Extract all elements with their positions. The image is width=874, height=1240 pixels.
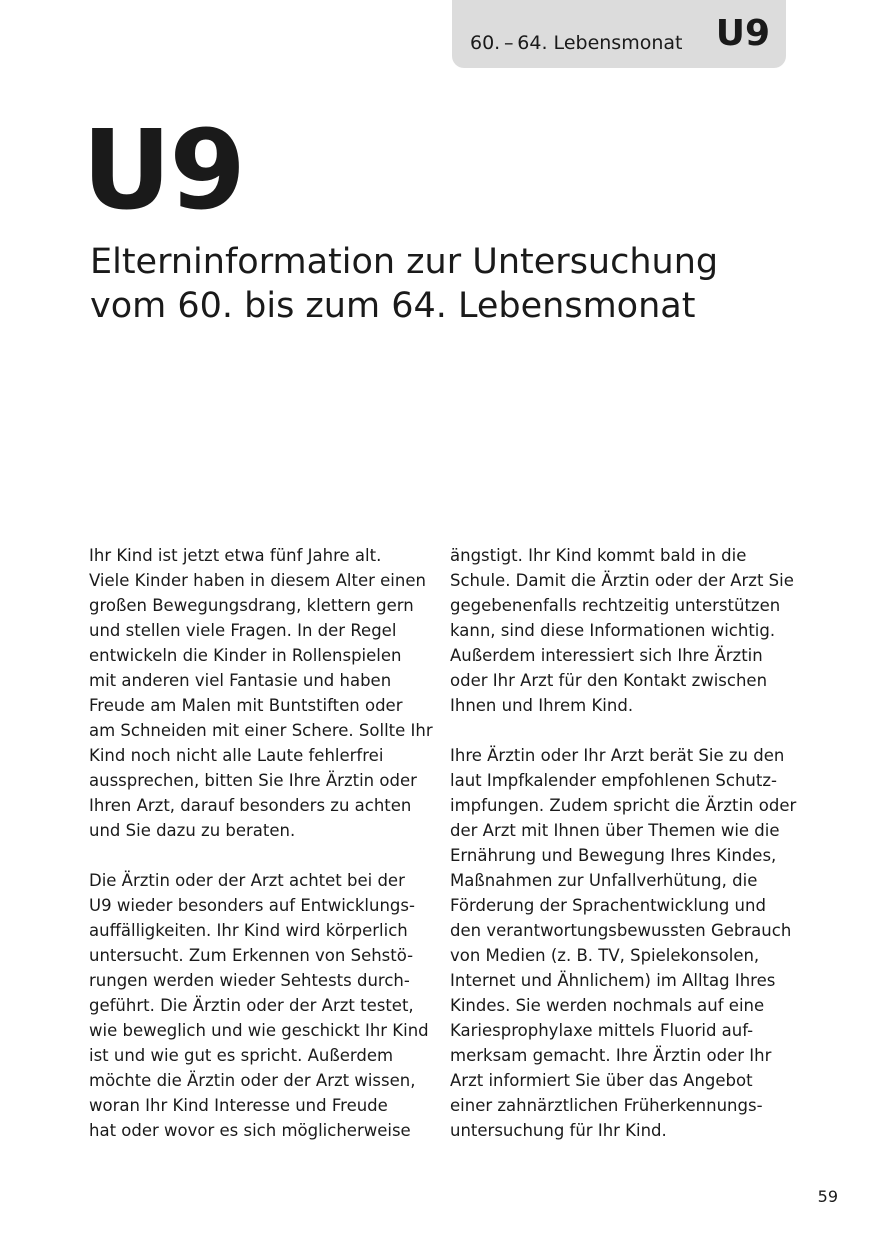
text-line: Kind noch nicht alle Laute fehlerfrei xyxy=(89,746,384,765)
text-line: den verantwortungsbewussten Gebrauch xyxy=(450,921,792,940)
text-line: oder Ihr Arzt für den Kontakt zwischen xyxy=(450,671,768,690)
text-line: impfungen. Zudem spricht die Ärztin oder xyxy=(450,796,797,815)
text-line: Ernährung und Bewegung Ihres Kindes, xyxy=(450,846,777,865)
text-line: auffälligkeiten. Ihr Kind wird körperlich xyxy=(89,921,408,940)
paragraph-right-1 xyxy=(450,543,800,718)
text-line: Schule. Damit die Ärztin oder der Arzt Sie xyxy=(450,571,794,590)
text-line: untersuchung für Ihr Kind. xyxy=(450,1121,667,1140)
text-line: Die Ärztin oder der Arzt achtet bei der xyxy=(89,871,405,890)
text-line: U9 wieder besonders auf Entwicklungs- xyxy=(89,896,415,915)
text-line: Ihren Arzt, darauf besonders zu achten xyxy=(89,796,412,815)
text-line: rungen werden wieder Sehtests durch- xyxy=(89,971,410,990)
text-line: geführt. Die Ärztin oder der Arzt testet, xyxy=(89,996,414,1015)
text-line: gegebenenfalls rechtzeitig unterstützen xyxy=(450,596,781,615)
text-line: von Medien (z. B. TV, Spielekonsolen, xyxy=(450,946,760,965)
subtitle-line: vom 60. bis zum 64. Lebensmonat xyxy=(90,286,696,326)
paragraph-right-2 xyxy=(450,743,800,1143)
page-title-code: U9 xyxy=(82,106,244,234)
text-column-right xyxy=(450,543,800,1143)
subtitle-line: Elterninformation zur Untersuchung xyxy=(90,242,719,282)
text-line: mit anderen viel Fantasie und haben xyxy=(89,671,392,690)
page-number: 59 xyxy=(817,1187,838,1206)
paragraph-gap xyxy=(89,843,429,868)
text-line: Ihnen und Ihrem Kind. xyxy=(450,696,634,715)
header-tab-range: 60. – 64. Lebensmonat xyxy=(470,32,683,54)
text-line: Viele Kinder haben in diesem Alter einen xyxy=(89,571,426,590)
text-line: entwickeln die Kinder in Rollenspielen xyxy=(89,646,402,665)
text-column-left xyxy=(89,543,433,1143)
text-line: einer zahnärztlichen Früherkennungs- xyxy=(450,1096,763,1115)
text-line: Ihr Kind ist jetzt etwa fünf Jahre alt. xyxy=(89,546,382,565)
text-line: Maßnahmen zur Unfallverhütung, die xyxy=(450,871,758,890)
text-line: Kindes. Sie werden nochmals auf eine xyxy=(450,996,765,1015)
text-line: Förderung der Sprachentwicklung und xyxy=(450,896,766,915)
text-line: Internet und Ähnlichem) im Alltag Ihres xyxy=(450,971,776,990)
text-line: großen Bewegungsdrang, klettern gern xyxy=(89,596,414,615)
text-line: Außerdem interessiert sich Ihre Ärztin xyxy=(450,646,763,665)
text-line: Arzt informiert Sie über das Angebot xyxy=(450,1071,753,1090)
paragraph-gap xyxy=(450,718,800,743)
text-line: merksam gemacht. Ihre Ärztin oder Ihr xyxy=(450,1046,772,1065)
paragraph-left-1 xyxy=(89,543,433,843)
text-line: Kariesprophylaxe mittels Fluorid auf- xyxy=(450,1021,754,1040)
text-line: am Schneiden mit einer Schere. Sollte Ihr xyxy=(89,721,433,740)
text-line: und Sie dazu zu beraten. xyxy=(89,821,296,840)
text-line: der Arzt mit Ihnen über Themen wie die xyxy=(450,821,780,840)
header-tab xyxy=(452,0,786,68)
header-tab-code: U9 xyxy=(715,13,770,54)
text-line: ist und wie gut es spricht. Außerdem xyxy=(89,1046,394,1065)
text-line: Freude am Malen mit Buntstiften oder xyxy=(89,696,403,715)
text-line: Ihre Ärztin oder Ihr Arzt berät Sie zu den xyxy=(450,746,785,765)
text-line: und stellen viele Fragen. In der Regel xyxy=(89,621,397,640)
text-line: laut Impfkalender empfohlenen Schutz- xyxy=(450,771,777,790)
text-line: woran Ihr Kind Interesse und Freude xyxy=(89,1096,388,1115)
text-line: hat oder wovor es sich möglicherweise xyxy=(89,1121,411,1140)
text-line: möchte die Ärztin oder der Arzt wissen, xyxy=(89,1071,416,1090)
text-line: kann, sind diese Informationen wichtig. xyxy=(450,621,776,640)
text-line: ängstigt. Ihr Kind kommt bald in die xyxy=(450,546,747,565)
page-subtitle xyxy=(90,240,810,328)
paragraph-left-2 xyxy=(89,868,429,1143)
text-line: untersucht. Zum Erkennen von Sehstö- xyxy=(89,946,414,965)
text-line: wie beweglich und wie geschickt Ihr Kind xyxy=(89,1021,429,1040)
text-line: aussprechen, bitten Sie Ihre Ärztin oder xyxy=(89,771,417,790)
